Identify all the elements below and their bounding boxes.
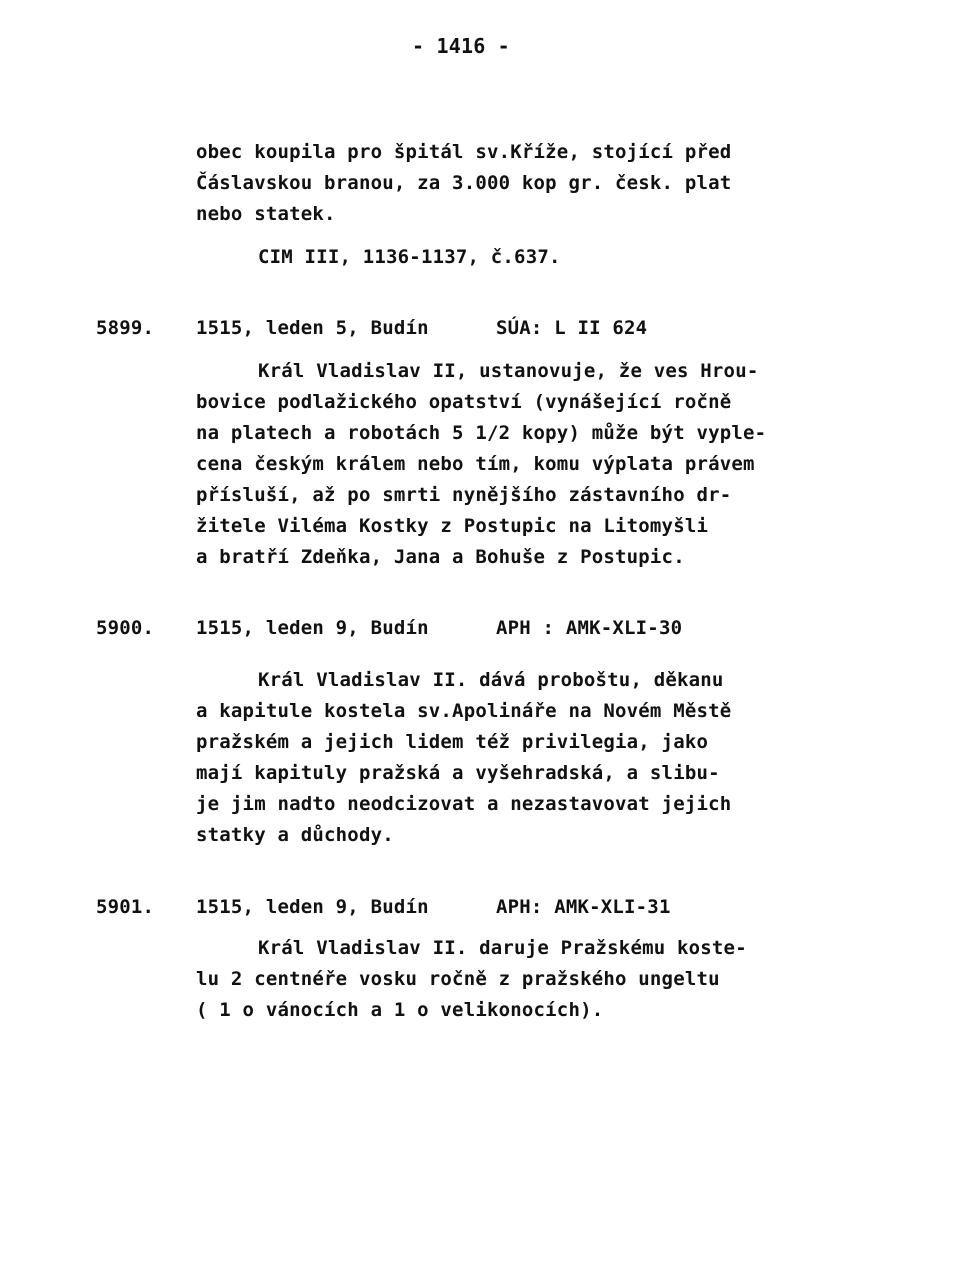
entry-text-line: lu 2 centnéře vosku ročně z pražského ungeltu [196, 968, 720, 990]
entry-number: 5899. [96, 317, 155, 339]
entry-date-place: 1515, leden 9, Budín [196, 896, 429, 918]
continuation-line: obec koupila pro špitál sv.Kříže, stojící před [196, 141, 732, 163]
entry-text-line: cena českým králem nebo tím, komu výplata právem [196, 453, 755, 475]
entry-text-line: Král Vladislav II. dává proboštu, děkanu [258, 669, 724, 691]
entry-number: 5901. [96, 896, 155, 918]
continuation-line: nebo statek. [196, 203, 336, 225]
entry-text-line: přísluší, až po smrti nynějšího zástavního dr- [196, 484, 732, 506]
entry-text-line: bovice podlažického opatství (vynášející ročně [196, 391, 732, 413]
entry-text-line: statky a důchody. [196, 824, 394, 846]
entry-archive: APH: AMK-XLI-31 [496, 896, 671, 918]
continuation-source: CIM III, 1136-1137, č.637. [258, 246, 561, 268]
entry-date-place: 1515, leden 5, Budín [196, 317, 429, 339]
entry-text-line: ( 1 o vánocích a 1 o velikonocích). [196, 999, 604, 1021]
entry-text-line: žitele Viléma Kostky z Postupic na Litomyšli [196, 515, 709, 537]
entry-text-line: pražském a jejich lidem též privilegia, jako [196, 731, 709, 753]
entry-text-line: Král Vladislav II, ustanovuje, že ves Hrou- [258, 360, 759, 382]
entry-text-line: na platech a robotách 5 1/2 kopy) může být vyple- [196, 422, 767, 444]
entry-archive: SÚA: L II 624 [496, 317, 648, 339]
entry-text-line: mají kapituly pražská a vyšehradská, a slibu- [196, 762, 720, 784]
entry-number: 5900. [96, 617, 155, 639]
entry-date-place: 1515, leden 9, Budín [196, 617, 429, 639]
entry-text-line: je jim nadto neodcizovat a nezastavovat jejich [196, 793, 732, 815]
entry-text-line: a bratří Zdeňka, Jana a Bohuše z Postupic. [196, 546, 685, 568]
page-number: - 1416 - [412, 34, 510, 58]
entry-text-line: a kapitule kostela sv.Apolináře na Novém Městě [196, 700, 732, 722]
entry-text-line: Král Vladislav II. daruje Pražskému koste- [258, 937, 747, 959]
continuation-line: Čáslavskou branou, za 3.000 kop gr. česk. plat [196, 172, 732, 194]
entry-archive: APH : AMK-XLI-30 [496, 617, 683, 639]
